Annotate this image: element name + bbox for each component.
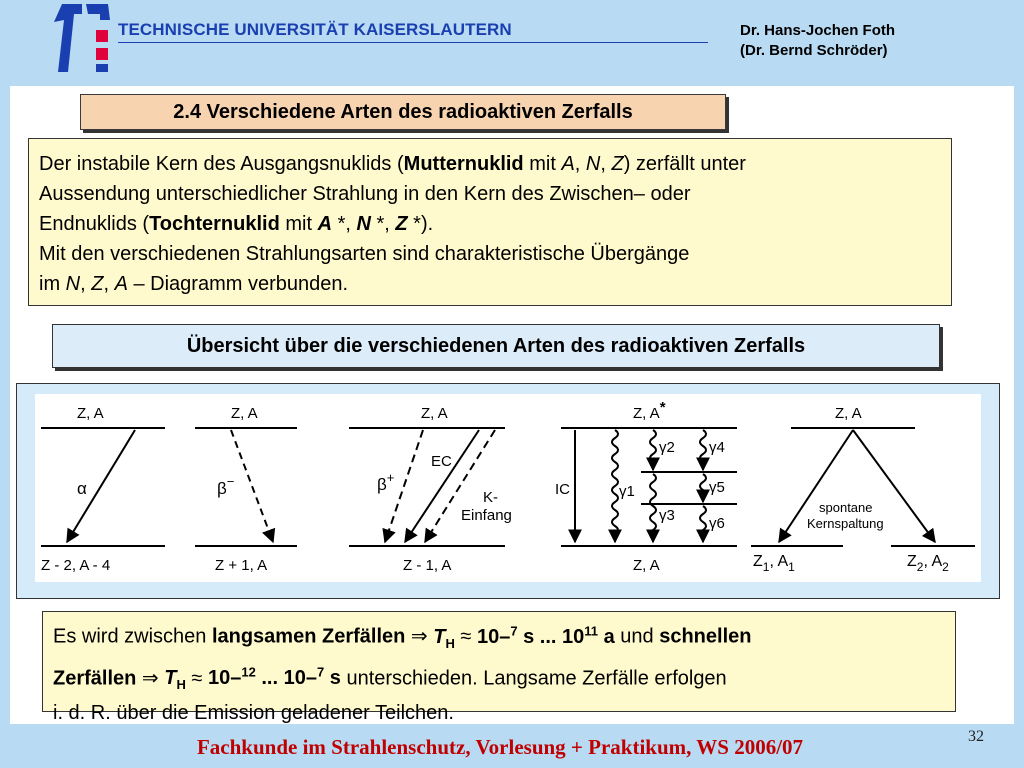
overview-title: Übersicht über die verschiedenen Arten des radioaktiven Zerfalls	[52, 324, 940, 368]
gamma2-arrow	[650, 430, 656, 470]
gamma-top-label: Z, A*	[633, 399, 666, 422]
beta-plus-bottom-label: Z - 1, A	[403, 557, 452, 574]
gamma2-label: γ2	[659, 439, 675, 456]
alpha-bottom-label: Z - 2, A - 4	[41, 557, 111, 574]
ic-label: IC	[555, 481, 570, 498]
intro-text-box	[28, 138, 952, 306]
beta-minus-bottom-label: Z + 1, A	[215, 557, 268, 574]
bottom-line-3: i. d. R. über die Emission geladener Teilchen.	[53, 702, 454, 725]
beta-plus-top-label: Z, A	[421, 405, 448, 422]
gamma6-arrow	[700, 506, 706, 542]
coauthor-name: (Dr. Bernd Schröder)	[740, 42, 888, 59]
fission-top-label: Z, A	[835, 405, 862, 422]
bottom-line-2: Zerfällen ⇒ $T_H \approx 10-^{12}$ ... 10–$^7$ s unterschieden. Langsame Zerfälle erfolgen	[53, 664, 727, 693]
gamma-bottom-label: Z, A	[633, 557, 660, 574]
gamma1-label: γ1	[619, 483, 635, 500]
fission-left-label: $Z_1$, $A_1$	[753, 553, 795, 574]
university-logo	[52, 2, 112, 74]
beta-plus-symbol: β+	[377, 470, 395, 494]
university-name: TECHNISCHE UNIVERSITÄT KAISERSLAUTERN	[118, 20, 512, 39]
k-capture-arrow	[425, 430, 495, 542]
decay-speed-text-box	[42, 611, 956, 725]
footer-course-title: Fachkunde im Strahlenschutz, Vorlesung + Praktikum, WS 2006/07	[196, 735, 804, 759]
intro-line-3: Endnuklids (Tochternuklid mit A *, N *, Z *).	[39, 213, 434, 235]
intro-line-2: Aussendung unterschiedlicher Strahlung in den Kern des Zwischen– oder	[39, 183, 691, 205]
fission-label-1: spontane	[819, 500, 873, 515]
fission-right-label: $Z_2$, $A_2$	[907, 553, 949, 574]
ec-label: EC	[431, 453, 452, 470]
beta-plus-arrow	[385, 430, 423, 542]
page-number: 32	[968, 728, 984, 745]
gamma4-label: γ4	[709, 439, 725, 456]
header-rule	[118, 42, 708, 43]
gamma3-label: γ3	[659, 507, 675, 524]
k-capture-label-2: Einfang	[461, 507, 512, 524]
ec-arrow	[405, 430, 479, 542]
author-name: Dr. Hans-Jochen Foth	[740, 22, 896, 39]
gamma5-arrow	[700, 474, 706, 502]
beta-minus-arrow	[231, 430, 273, 542]
k-capture-label-1: K-	[483, 489, 498, 506]
gamma6-label: γ6	[709, 515, 725, 532]
intro-line-5: im N, Z, A – Diagramm verbunden.	[39, 273, 349, 295]
gamma3-arrow	[650, 474, 656, 542]
decay-diagram	[35, 394, 981, 582]
gamma1-arrow	[612, 430, 618, 542]
intro-line-4: Mit den verschiedenen Strahlungsarten sind charakteristische Übergänge	[39, 243, 690, 265]
gamma4-arrow	[700, 430, 706, 470]
beta-minus-symbol: β−	[217, 474, 235, 498]
section-title: 2.4 Verschiedene Arten des radioaktiven Zerfalls	[80, 94, 726, 130]
alpha-top-label: Z, A	[77, 405, 104, 422]
intro-line-1: Der instabile Kern des Ausgangsnuklids (Mutternuklid mit A, N, Z) zerfällt unter	[39, 153, 746, 175]
gamma5-label: γ5	[709, 479, 725, 496]
fission-label-2: Kernspaltung	[807, 516, 884, 531]
bottom-line-1: Es wird zwischen langsamen Zerfällen ⇒ $T_H \approx 10-^7$ s ... $10^{11}$ a und schnellen	[53, 623, 752, 651]
beta-minus-top-label: Z, A	[231, 405, 258, 422]
alpha-symbol: α	[77, 479, 87, 498]
